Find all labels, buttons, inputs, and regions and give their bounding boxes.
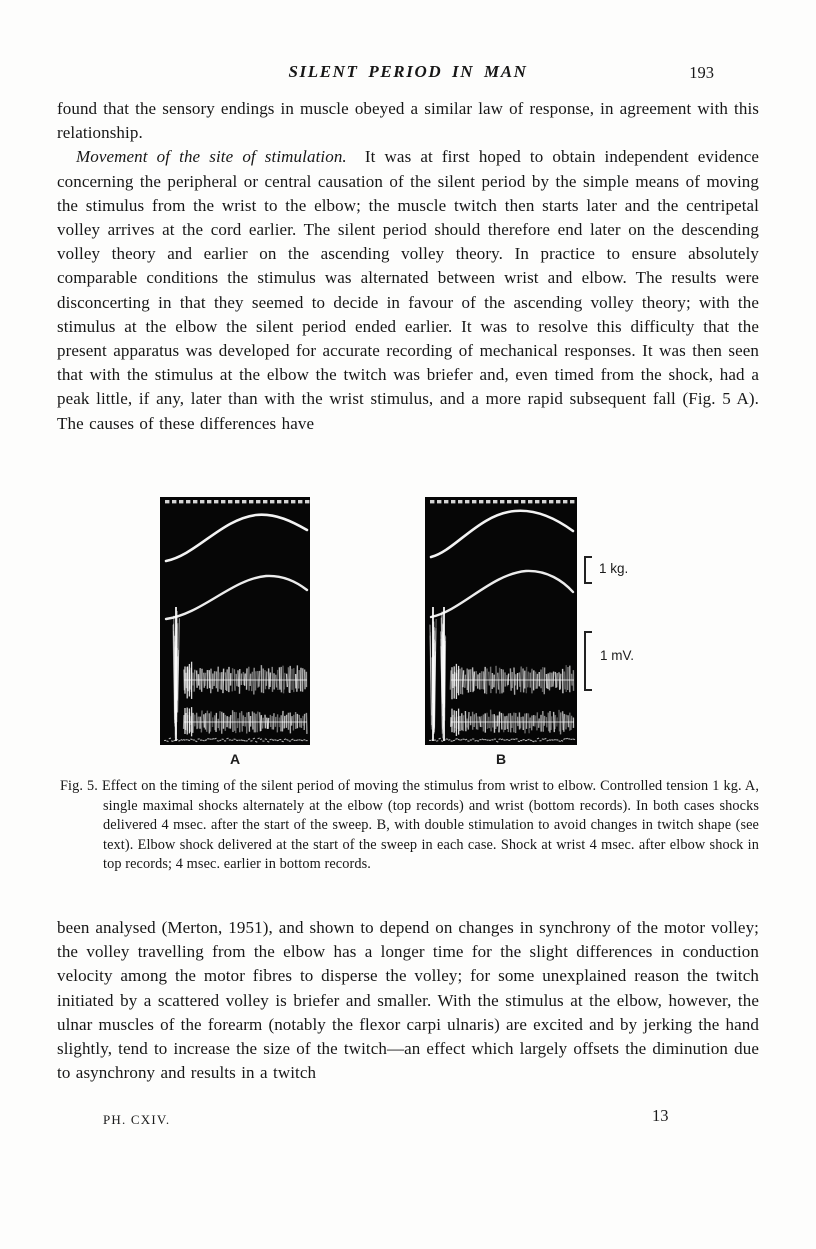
oscillogram-panel-b bbox=[425, 497, 577, 745]
paragraph-3 bbox=[57, 916, 759, 1085]
paragraph-2-lead: Movement of the site of stimulation. bbox=[76, 147, 347, 167]
body-text-lower bbox=[57, 916, 759, 1085]
running-head bbox=[56, 62, 760, 86]
tension-scale-label: 1 kg. bbox=[599, 561, 629, 576]
page-signature: 13 bbox=[652, 1106, 669, 1125]
figure-caption-text: Fig. 5. Effect on the timing of the silent period of moving the stimulus from wrist to elbow. Controlled tension 1 kg. A, single maximal shocks alternately at the elbow (top records) and wrist (bottom records). In both cases shocks delivered 4 msec. after the start of the sweep. B, with double stimulation to avoid changes in twitch shape (see text). Elbow shock delivered at the start of the sweep in each case. Shock at wrist 4 msec. after elbow shock in top records; 4 msec. earlier in bottom records. bbox=[60, 778, 759, 873]
page-number: 193 bbox=[689, 63, 714, 82]
figure-caption bbox=[60, 777, 759, 875]
tension-scale-bracket bbox=[584, 556, 592, 584]
panel-a-label: A bbox=[229, 751, 241, 767]
panel-b-label: B bbox=[495, 751, 507, 767]
journal-volume: PH. CXIV. bbox=[103, 1112, 171, 1127]
oscillogram-panel-a bbox=[160, 497, 310, 745]
running-title: SILENT PERIOD IN MAN bbox=[288, 62, 528, 81]
paragraph-2-text: It was at first hoped to obtain independent evidence concerning the peripheral or central causation of the silent period by the simple means of moving the stimulus from the wrist to the elbow; the muscle twitch then starts later and the centripetal volley arrives at the cord earlier. The silent period should therefore end later on the descending volley theory and earlier on the ascending volley theory. In practice to ensure absolutely comparable conditions the stimulus was alternated between wrist and elbow. The results were disconcerting in that they seemed to decide in favour of the ascending volley theory; with the stimulus at the elbow the silent period ended earlier. It was to resolve this difficulty that the present apparatus was developed for accurate recording of mechanical responses. It was then seen that with the stimulus at the elbow the twitch was briefer and, even timed from the shock, had a peak little, if any, later than with the wrist stimulus, and a more rapid subsequent fall (Fig. 5 A). The causes of these differences have bbox=[57, 147, 759, 433]
emg-scale-bracket bbox=[584, 631, 592, 691]
paragraph-1-text: found that the sensory endings in muscle obeyed a similar law of response, in agreement with this relationship. bbox=[57, 99, 759, 143]
paragraph-3-text: been analysed (Merton, 1951), and shown to depend on changes in synchrony of the motor volley; the volley travelling from the elbow has a longer time for the slight differences in conduction velocity among the motor fibres to disperse the volley; for some unexplained reason the twitch initiated by a scattered volley is briefer and smaller. With the stimulus at the elbow, however, the ulnar muscles of the forearm (notably the flexor carpi ulnaris) are excited and by jerking the hand slightly, tend to increase the size of the twitch—an effect which largely offsets the diminution due to asynchrony and results in a twitch bbox=[57, 918, 759, 1083]
emg-scale-label: 1 mV. bbox=[600, 648, 635, 663]
paragraph-1 bbox=[57, 97, 759, 145]
paragraph-2 bbox=[57, 145, 759, 435]
body-text-upper bbox=[57, 97, 759, 436]
